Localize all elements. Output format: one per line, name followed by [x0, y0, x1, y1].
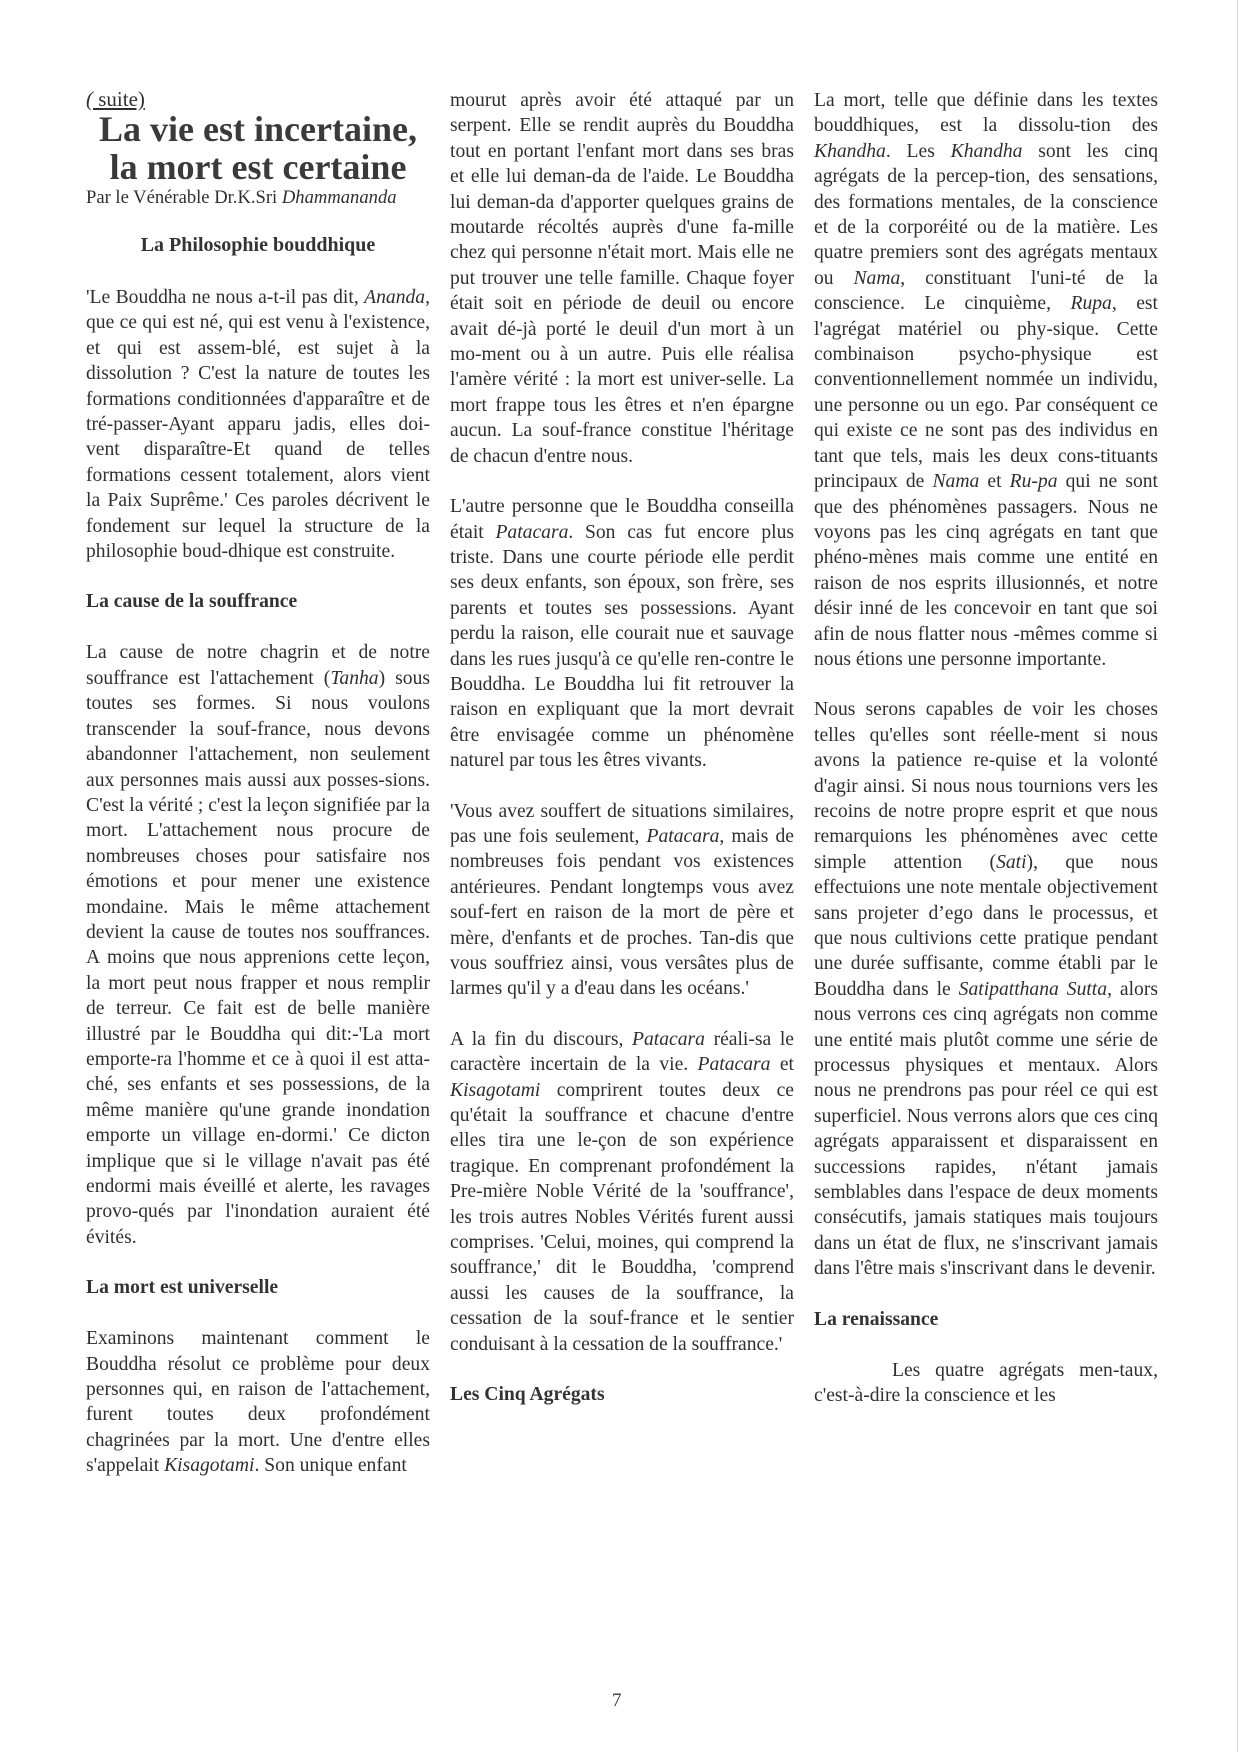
byline	[86, 186, 430, 210]
section-heading-universelle: La mort est universelle	[86, 1277, 279, 1299]
text-span: ) sous toutes ses formes. Si nous voulons transcender la souf-france, nous devons abandonner l'attachement, non seulement aux personnes mais aussi aux posses-sions. C'est la vérité ; c'est la leçon signifiée par la mort. L'attachement nous procure de nombreuses choses pour satisfaire nos émotions et pour mener une existence mondaine. Mais le même attachement devient la cause de toutes nos souffrances. A moins que nous apprenions cette leçon, la mort peut nous frapper et nous remplir de terreur. Ce fait est de belle manière illustré par le Bouddha qui dit:-'La mort emporte-ra l'homme et ce à quoi il est atta-ché, ses enfants et ses possessions, de la même manière qu'une grande inondation emporte un village en-dormi.' Ce dicton implique que si le village n'avait pas été endormi mais éveillé et alerte, les ravages provo-qués par l'inondation auraient été évités.	[86, 667, 430, 1248]
text-span: . Les	[885, 140, 951, 162]
paragraph	[86, 1326, 430, 1478]
text-span: La mort, telle que définie dans les textes bouddhiques, est la dissolu-tion des	[814, 90, 1158, 137]
text-span: comprirent toutes deux ce qu'était la souffrance et chacune d'entre elles tira une le-çon de son expérience tragique. En comprenant profondément la Pre-mière Noble Vérité de la 'souffrance', les trois autres Nobles Vérités furent aussi comprises. 'Celui, moines, qui comprend la souffrance,' dit le Bouddha, 'comprend aussi les causes de la souffrance, la cessation de la souf-france et le sentier conduisant à la cessation de la souffrance.'	[450, 1079, 794, 1355]
paragraph	[450, 799, 794, 1002]
paragraph	[814, 88, 1158, 672]
italic-term: Ananda	[364, 287, 426, 308]
italic-term: Kisagotami	[164, 1455, 255, 1477]
column-1	[86, 88, 430, 1479]
text-span: Examinons maintenant comment le Bouddha résolut ce problème pour deux personnes qui, en raison de l'attachement, furent toutes deux profondément chagrinées par la mort. Une d'entre elles s'appelait	[86, 1328, 430, 1477]
italic-term: Patacara	[646, 825, 720, 847]
italic-term: Tanha	[330, 667, 379, 689]
suite-text: suite)	[93, 87, 145, 111]
italic-term: Satipatthana Sutta	[958, 978, 1108, 1000]
paragraph: Les quatre agrégats men-taux, c'est-à-dire la conscience et les	[814, 1359, 1158, 1407]
article-title	[86, 110, 430, 186]
paragraph	[450, 494, 794, 773]
paragraph	[450, 1027, 794, 1357]
text-span: La cause de notre chagrin et de notre souffrance est l'attachement (	[86, 642, 430, 689]
text-span: , mais de nombreuses fois pendant vos existences antérieures. Pendant longtemps vous avez souf-fert en raison de la mort de père et mère, d'enfants et de proches. Tan-dis que vous souffriez ainsi, vous versâtes plus de larmes qu'il y a d'eau dans les océans.'	[450, 825, 794, 1000]
suite-prefix: (	[86, 87, 93, 111]
italic-term: Sati	[996, 851, 1027, 873]
italic-term: Ru-pa	[1009, 471, 1058, 493]
section-heading-renaissance: La renaissance	[814, 1308, 939, 1330]
paragraph	[86, 285, 430, 564]
italic-term: Patacara	[495, 521, 569, 543]
text-span: sont les cinq agrégats de la percep-tion, des sensations, des formations mentales, de la conscience et de la corporéité ou de la matière. Les quatre premiers sont des agrégats mentaux ou	[814, 140, 1158, 289]
text-span: , alors nous verrons ces cinq agrégats non comme une entité mais plutôt comme une série de processus physiques et mentaux. Alors nous ne prendrons pas pour réel ce qui est superficiel. Nous verrons alors que ces cinq agrégats apparaissent et disparaissent en successions rapides, n'étant jamais semblables dans l'espace de deux moments consécutifs, jamais statiques mais toujours dans un état de flux, ne s'inscrivant jamais dans l'être mais s'inscrivant dans le devenir.	[814, 978, 1158, 1280]
section-heading-cause: La cause de la souffrance	[86, 591, 298, 613]
italic-term: Khandha	[950, 140, 1023, 162]
text-span: et	[979, 471, 1010, 493]
continued-label	[86, 88, 430, 110]
text-span: et	[770, 1054, 794, 1076]
italic-term: Rupa	[1070, 293, 1112, 315]
title-line-2: la mort est certaine	[109, 147, 407, 187]
text-span: 'Vous avez souffert de situations similaires, pas une fois seulement,	[450, 800, 794, 847]
paragraph	[814, 697, 1158, 1281]
italic-term: Khandha	[814, 140, 886, 162]
column-2	[450, 88, 794, 1408]
page-number: 7	[612, 1690, 622, 1711]
text-span: Nous serons capables de voir les choses telles qu'elles sont réelle-ment si nous avons la patience re-quise et la volonté d'agir ainsi. Si nous nous tournions vers les recoins de notre propre esprit et que nous remarquions les phénomènes avec cette simple attention (	[814, 699, 1158, 873]
italic-term: Nama	[932, 471, 980, 493]
text-span: . Son cas fut encore plus triste. Dans une courte période elle perdit ses deux enfants, son époux, son frère, ses parents et toutes ses possessions. Ayant perdu la raison, elle courait nue et sauvage dans les rues jusqu'à ce qu'elle ren-contre le Bouddha. Le Bouddha lui fit retrouver la raison en expliquant que la mort devrait être envisagée comme un phénomène naturel par tous les êtres vivants.	[450, 521, 795, 772]
text-span: ), que nous effectuions une note mentale objectivement sans projeter d’ego dans le processus, et que nous cultivions cette pratique pendant une durée suffisante, comme établi par le Bouddha dans le	[814, 851, 1158, 1000]
text-span: . Son unique enfant	[254, 1455, 407, 1477]
text-span: , est l'agrégat matériel ou phy-sique. Cette combinaison psycho-physique est conventionnellement nommée un individu, une personne ou un ego. Par conséquent ce qui existe ce ne sont pas des individus en tant que tels, mais les deux cons-tituants principaux de	[814, 293, 1158, 493]
author-name: Dhammananda	[281, 187, 397, 208]
text-span: L'autre personne que le Bouddha conseilla était	[450, 496, 794, 543]
italic-term: Kisagotami	[450, 1079, 541, 1101]
title-line-1: La vie est incertaine,	[99, 109, 417, 149]
italic-term: Nama	[853, 267, 901, 289]
text-span: , que ce qui est né, qui est venu à l'existence, et qui est assem-blé, est sujet à la dissolution ? C'est la nature de toutes les formations conditionnées d'apparaître et de tré-passer-Ayant apparu jadis, elles doi-vent disparaître-Et quand de telles formations cessent totalement, alors vient la Paix Suprême.' Ces paroles décrivent le fondement sur lequel la structure de la philosophie boud-dhique est construite.	[86, 287, 430, 563]
italic-term: Patacara	[697, 1054, 771, 1076]
section-heading-philosophie: La Philosophie bouddhique	[140, 234, 376, 256]
text-span: réali-sa le caractère incertain de la vie.	[450, 1028, 795, 1076]
column-3	[814, 88, 1158, 1409]
italic-term: Patacara	[632, 1028, 705, 1050]
section-heading-agregats: Les Cinq Agrégats	[450, 1384, 605, 1406]
text-span: 'Le Bouddha ne nous a-t-il pas dit,	[86, 287, 365, 308]
paragraph: mourut après avoir été attaqué par un serpent. Elle se rendit auprès du Bouddha tout en portant l'enfant mort dans ses bras et elle lui deman-da de l'aide. Le Bouddha lui deman-da d'apporter quelques grains de moutarde récoltés auprès d'une fa-mille chez qui personne n'était mort. Mais elle ne put trouver une telle famille. Chaque foyer était soit en période de deuil ou encore avait dé-jà porté le deuil d'un mort à un mo-ment ou à un autre. Puis elle réalisa l'amère vérité : la mort est univer-selle. La mort frappe tous les êtres et n'en épargne aucun. La souf-france constitue l'héritage de chacun d'entre nous.	[450, 90, 794, 467]
scan-edge-divider	[1237, 0, 1238, 1752]
text-span: A la fin du discours,	[450, 1028, 632, 1050]
paragraph	[86, 640, 430, 1250]
byline-prefix: Par le Vénérable Dr.K.Sri	[86, 187, 282, 208]
text-span: qui ne sont que des phénomènes passagers. Nous ne voyons pas les cinq agrégats en tant que phéno-mènes mais comme une entité en raison de nos esprits illusionnés, et notre désir inné de les concevoir en tant que soi afin de nous flatter nous -mêmes comme si nous étions une personne importante.	[814, 471, 1159, 670]
text-span: , constituant l'uni-té de la conscience. Le cinquième,	[814, 267, 1158, 315]
